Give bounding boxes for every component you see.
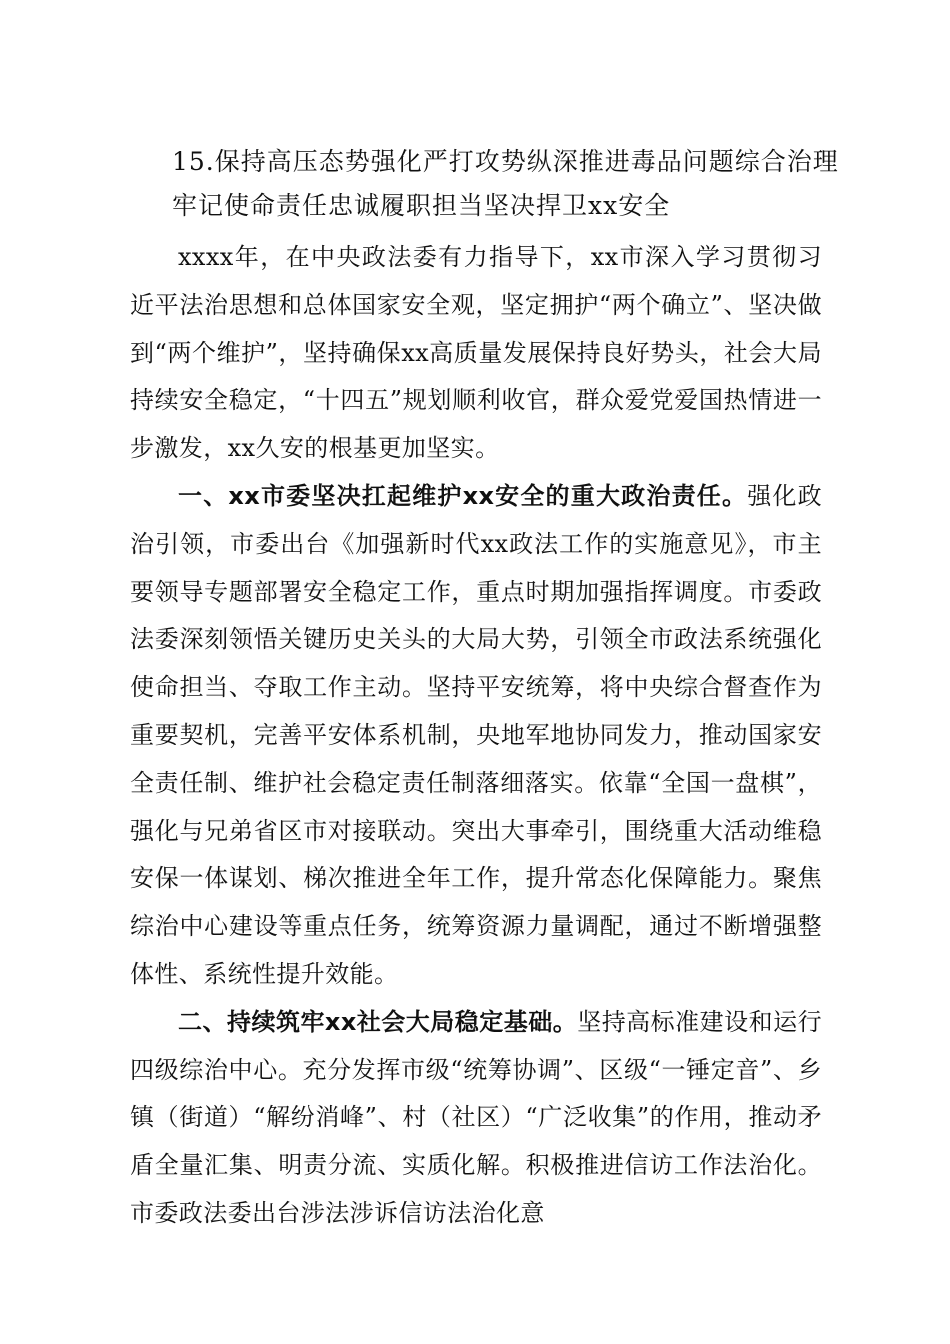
- section-1-body: 强化政治引领，市委出台《加强新时代xx政法工作的实施意见》，市主要领导专题部署安全稳定工作，重点时期加强指挥调度。市委政法委深刻领悟关键历史关头的大局大势，引领全市政法系统强化使命担当、夺取工作主动。坚持平安统筹，将中央综合督查作为重要契机，完善平安体系机制，央地军地协同发力，推动国家安全责任制、维护社会稳定责任制落细落实。依靠“全国一盘棋”，强化与兄弟省区市对接联动。突出大事牵引，围绕重大活动维稳安保一体谋划、梯次推进全年工作，提升常态化保障能力。聚焦综治中心建设等重点任务，统筹资源力量调配，通过不断增强整体性、系统性提升效能。: [130, 481, 822, 988]
- section-2-paragraph: [130, 999, 822, 1238]
- document-title-line-1: 15.保持高压态势强化严打攻势纵深推进毒品问题综合治理: [172, 147, 839, 176]
- intro-paragraph: xxxx年，在中央政法委有力指导下，xx市深入学习贯彻习近平法治思想和总体国家安全观，坚定拥护“两个确立”、坚决做到“两个维护”，坚持确保xx高质量发展保持良好势头，社会大局持续安全稳定，“十四五”规划顺利收官，群众爱党爱国热情进一步激发，xx久安的根基更加坚实。: [130, 243, 822, 463]
- document-title-line-2: 牢记使命责任忠诚履职担当坚决捍卫xx安全: [172, 191, 671, 220]
- section-1-heading: 一、xx市委坚决扛起维护xx安全的重大政治责任。: [178, 481, 748, 510]
- section-2-body: 坚持高标准建设和运行四级综治中心。充分发挥市级“统筹协调”、区级“一锤定音”、乡镇（街道）“解纷消峰”、村（社区）“广泛收集”的作用，推动矛盾全量汇集、明责分流、实质化解。积极推进信访工作法治化。市委政法委出台涉法涉诉信访法治化意: [130, 1007, 823, 1227]
- section-2-heading: 二、持续筑牢xx社会大局稳定基础。: [178, 1007, 578, 1036]
- section-1-paragraph: [130, 473, 822, 999]
- document-body: [130, 140, 839, 1238]
